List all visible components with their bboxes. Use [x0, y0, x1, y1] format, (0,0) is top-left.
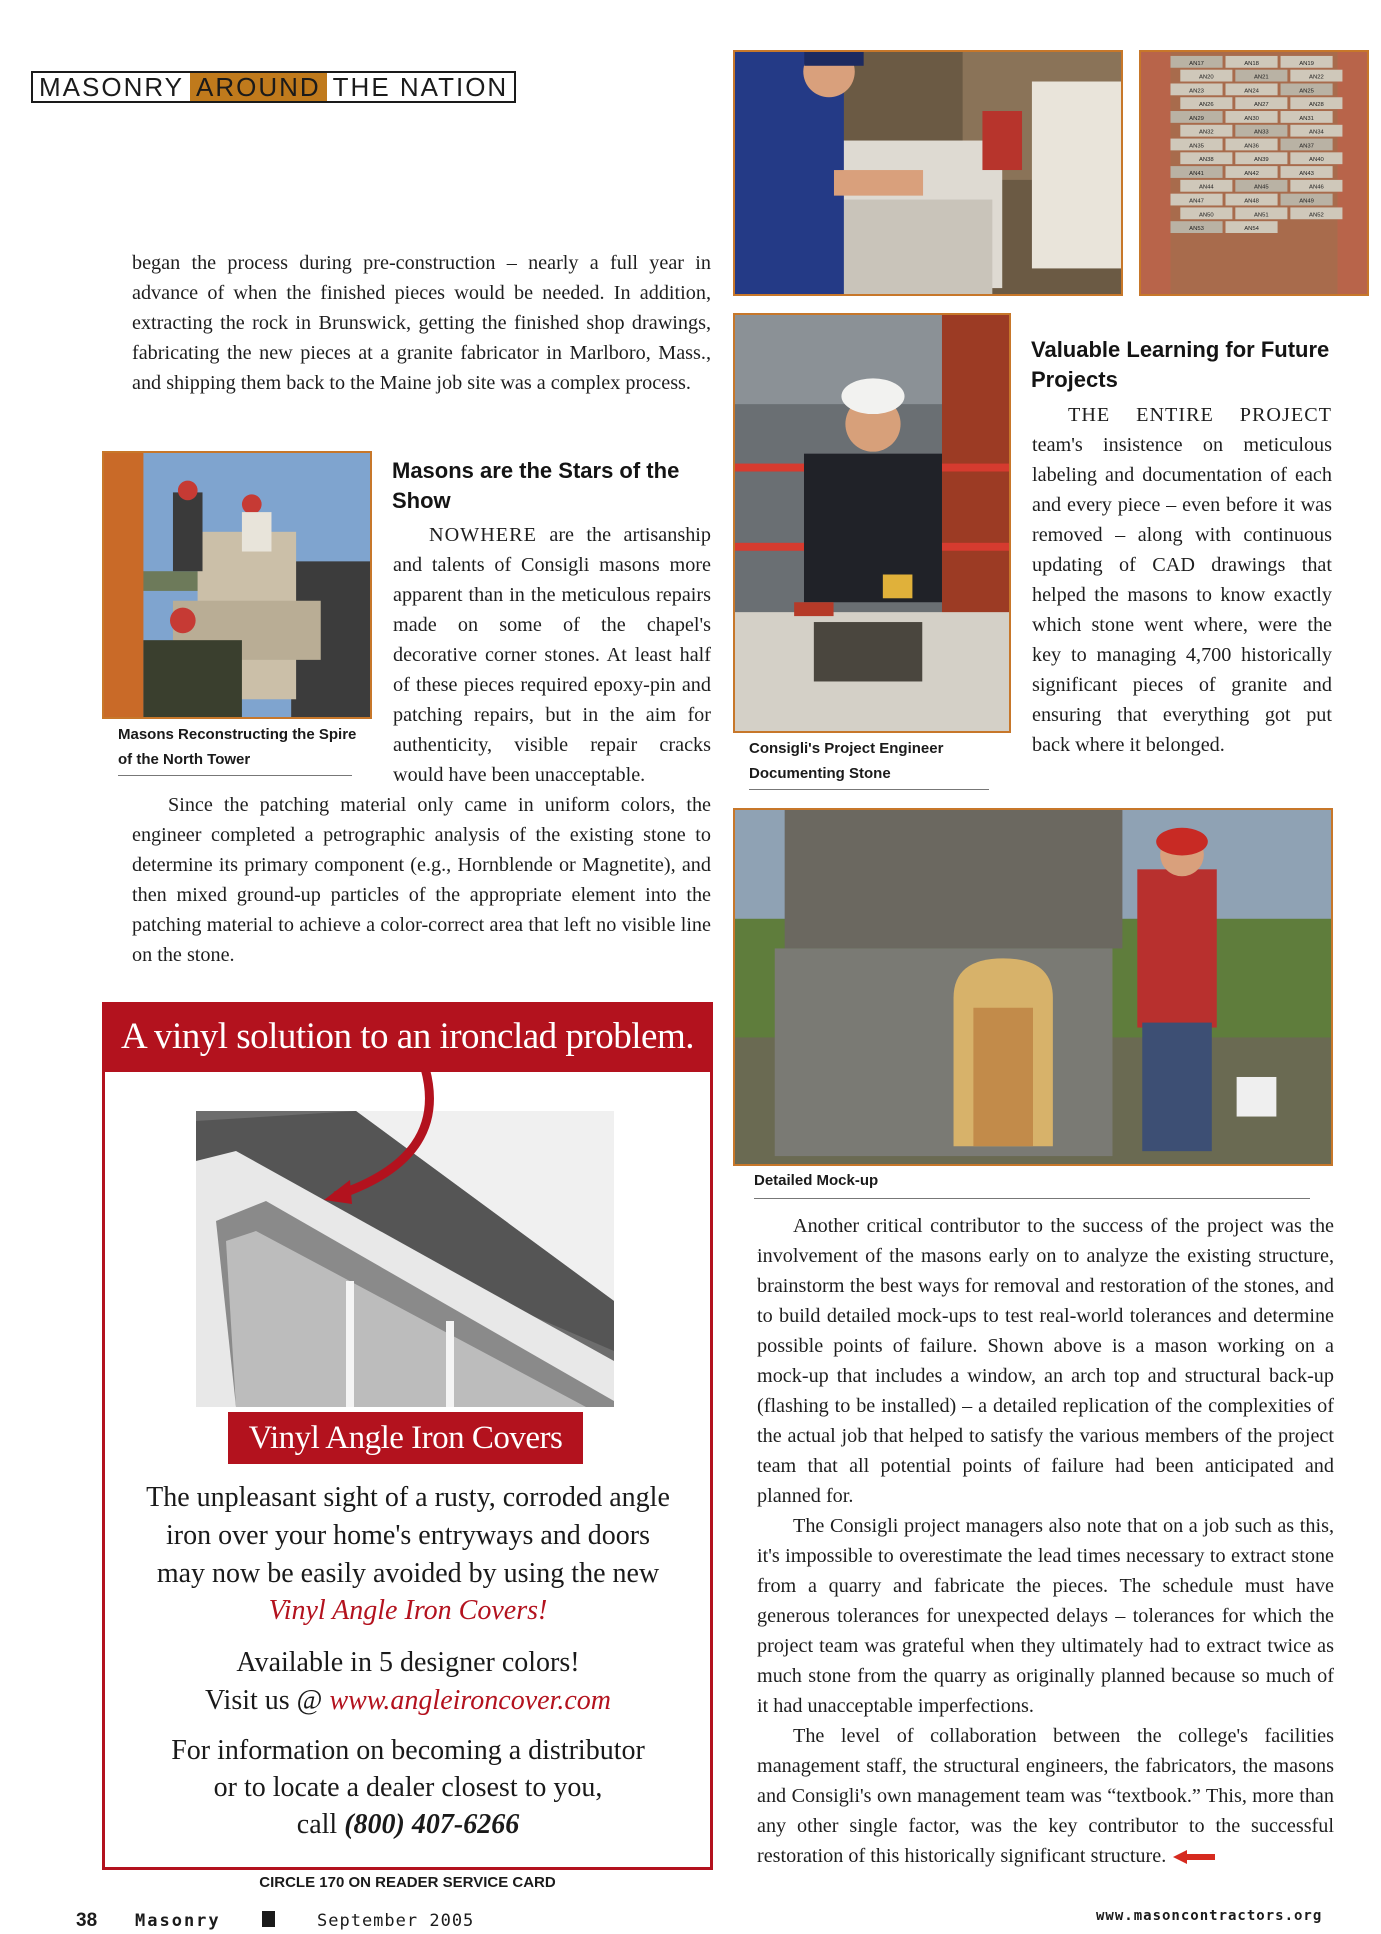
footer-page-number: 38	[76, 1910, 98, 1931]
photo-labeled-stone-wall	[1139, 50, 1369, 296]
caption-mockup: Detailed Mock-up	[754, 1172, 879, 1189]
section1-paragraph2	[132, 790, 711, 970]
stone-label: AN30	[1244, 115, 1259, 122]
header-the-nation: THE NATION	[332, 72, 509, 102]
stone-label: AN27	[1254, 102, 1269, 109]
header-masonry: MASONRY	[39, 72, 184, 102]
stone-label: AN31	[1299, 115, 1314, 122]
ad-website-link[interactable]: www.angleironcover.com	[329, 1685, 611, 1716]
section1-p1-text: are the artisanship and talents of Consigli masons more apparent than in the meticulous repairs made on some of the chapel's decorative corner stones. At least half of these pieces required epoxy-pin and patching repairs, but in the aim for authenticity, visible repair cracks would have been unacceptable.	[393, 524, 711, 786]
stone-label: AN52	[1309, 212, 1324, 219]
stone-label: AN40	[1309, 157, 1324, 164]
stone-label: AN41	[1189, 170, 1204, 177]
ad-visit-line	[108, 1682, 708, 1720]
stone-label: AN36	[1244, 143, 1259, 150]
section1-p2-text: Since the patching material only came in uniform colors, the engineer completed a petrographic analysis of the existing stone to determine its primary component (e.g., Hornblende or Magnetite), and then mixed ground-up particles of the appropriate element into the patching material to achieve a color-correct area that left no visible line on the stone.	[132, 794, 711, 966]
ad-phone: (800) 407-6266	[344, 1809, 520, 1840]
stone-label: AN25	[1299, 88, 1314, 95]
stone-label: AN51	[1254, 212, 1269, 219]
stone-label: AN19	[1299, 60, 1314, 67]
ad-arrow-icon	[320, 1068, 440, 1208]
photo-engineer-documenting	[733, 313, 1011, 733]
stone-label: AN50	[1198, 212, 1214, 219]
stone-label: AN32	[1198, 129, 1214, 136]
stone-label: AN49	[1299, 198, 1314, 205]
stone-label: AN44	[1198, 184, 1214, 191]
closing-p3: The level of collaboration between the college's facilities management staff, the structural engineers, the fabricators, the masons and Consigli's own management team was “textbook.” This, more than any other single factor, was the key contributor to the successful restoration of this historically significant structure.	[757, 1725, 1334, 1867]
footer-url: www.masoncontractors.org	[1096, 1908, 1323, 1924]
stone-label: AN22	[1309, 74, 1324, 81]
ad-body-product: Vinyl Angle Iron Covers!	[268, 1595, 548, 1626]
caption-rule-engineer	[749, 789, 989, 790]
stone-label: AN54	[1244, 226, 1259, 233]
section2-lead: THE ENTIRE PROJECT	[1068, 404, 1332, 426]
intro-paragraph	[132, 248, 711, 398]
stone-label: AN37	[1299, 143, 1314, 150]
stone-label: AN18	[1244, 60, 1259, 67]
intro-text: began the process during pre-construction – nearly a full year in advance of when the finished pieces would be needed. In addition, extracting the rock in Brunswick, getting the finished shop drawings, fabricating the new pieces at a granite fabricator in Marlboro, Mass., and shipping them back to the Maine job site was a complex process.	[132, 252, 711, 394]
stone-label: AN35	[1189, 143, 1204, 150]
ad-call-line	[108, 1806, 708, 1844]
heading-valuable-learning: Valuable Learning for Future Projects	[1031, 337, 1330, 392]
caption-rule-mockup	[754, 1198, 1310, 1199]
stone-label: AN39	[1254, 157, 1269, 164]
section2-paragraph	[1032, 400, 1332, 760]
caption-spire: Masons Reconstructing the Spire of the North Tower	[118, 726, 357, 768]
stone-label: AN47	[1189, 198, 1204, 205]
photo-detailed-mockup	[733, 808, 1333, 1166]
footer-date: September 2005	[317, 1911, 475, 1931]
stone-label: AN38	[1198, 157, 1214, 164]
closing-paragraphs	[757, 1211, 1334, 1871]
ad-visit-prefix: Visit us @	[205, 1685, 330, 1716]
stone-label: AN46	[1309, 184, 1324, 191]
stone-label: AN28	[1309, 102, 1324, 109]
stone-label: AN23	[1189, 88, 1204, 95]
stone-label: AN21	[1254, 74, 1269, 81]
closing-p1: Another critical contributor to the success of the project was the involvement of the masons early on to analyze the existing structure, brainstorm the best ways for removal and restoration of the stones, and to build detailed mock-ups to test real-world tolerances and determine possible points of failure. Shown above is a mason working on a mock-up that includes a window, an arch top and structural back-up (flashing to be installed) – a detailed replication of the complexities of the actual job that helped to satisfy the various members of the project team that all potential points of failure had been anticipated and planned for.	[757, 1215, 1334, 1507]
section-header	[31, 71, 516, 103]
stone-label: AN48	[1244, 198, 1259, 205]
ad-body-line2: iron over your home's entryways and doors	[165, 1520, 651, 1551]
stone-label: AN26	[1198, 102, 1214, 109]
footer-magazine: Masonry	[135, 1911, 221, 1931]
ad-distributor-line2: or to locate a dealer closest to you,	[213, 1772, 603, 1803]
stone-label: AN20	[1198, 74, 1214, 81]
stone-label: AN42	[1244, 170, 1259, 177]
caption-rule-spire	[118, 775, 352, 776]
ad-body-line3: may now be easily avoided by using the new	[156, 1558, 660, 1589]
end-mark-icon	[1171, 1848, 1217, 1866]
reader-service-note: CIRCLE 170 ON READER SERVICE CARD	[259, 1874, 556, 1891]
ad-body-line1: The unpleasant sight of a rusty, corroded angle	[146, 1482, 670, 1513]
ad-call-prefix: call	[296, 1809, 345, 1840]
header-around: AROUND	[190, 73, 327, 101]
stone-label: AN17	[1189, 60, 1204, 67]
section1-paragraph1	[393, 520, 711, 790]
ad-product-banner: Vinyl Angle Iron Covers	[228, 1412, 583, 1464]
stone-label: AN53	[1189, 226, 1204, 233]
photo-mason-cutting-stone	[733, 50, 1123, 296]
stone-label: AN43	[1299, 170, 1314, 177]
stone-label: AN29	[1189, 115, 1204, 122]
heading-masons-stars: Masons are the Stars of the Show	[392, 458, 680, 513]
photo-spire-reconstruction	[102, 451, 372, 719]
ad-headline: A vinyl solution to an ironclad problem.	[102, 1002, 713, 1072]
caption-engineer: Consigli's Project Engineer Documenting Stone	[749, 740, 944, 782]
stone-label: AN34	[1309, 129, 1324, 136]
section2-p1-text: team's insistence on meticulous labeling and documentation of each and every piece – even before it was removed – along with continuous updating of CAD drawings that helped the masons to know exactly which stone went where, were the key to managing 4,700 historically significant pieces of granite and ensuring that everything got put back where it belonged.	[1032, 434, 1332, 756]
ad-distributor-line1: For information on becoming a distributor	[171, 1735, 645, 1766]
closing-p2: The Consigli project managers also note that on a job such as this, it's impossible to overestimate the lead times necessary to extract stone from a quarry and fabricate the pieces. The schedule must have generous tolerances for unexpected delays – tolerances for which the project team was grateful when they ultimately had to extract twice as much stone from the quarry as originally planned because so much of it had unacceptable imperfections.	[757, 1515, 1334, 1717]
section1-lead: NOWHERE	[429, 524, 537, 546]
ad-colors-line: Available in 5 designer colors!	[236, 1647, 580, 1678]
stone-label: AN33	[1254, 129, 1269, 136]
stone-label: AN24	[1244, 88, 1259, 95]
stone-label: AN45	[1254, 184, 1269, 191]
footer-square-icon	[262, 1911, 275, 1927]
